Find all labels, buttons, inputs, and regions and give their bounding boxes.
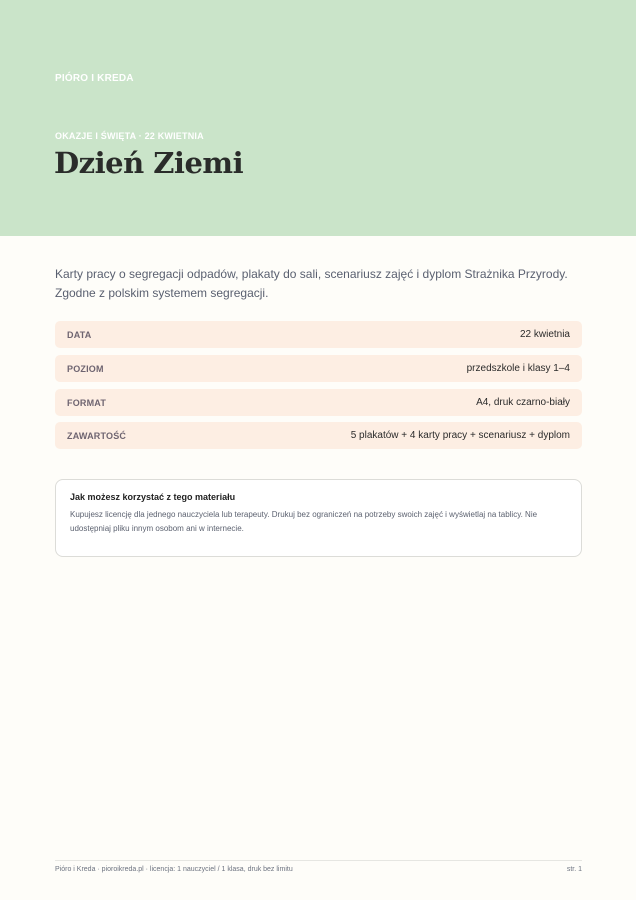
footer-divider [55,860,582,861]
meta-value: 22 kwietnia [519,329,570,340]
meta-label: FORMAT [67,397,107,408]
page-title: Dzień Ziemi [54,146,244,180]
category-kicker: OKAZJE I ŚWIĘTA · 22 KWIETNIA [55,131,204,141]
meta-row-contents [55,422,582,449]
license-box [55,479,582,557]
meta-value: A4, druk czarno-biały [476,397,570,408]
header-banner [0,0,636,236]
lead-description: Karty pracy o segregacji odpadów, plakaty do sali, scenariusz zajęć i dyplom Strażnika Przyrody. Zgodne z polskim systemem segregacji. [55,267,568,300]
meta-label: ZAWARTOŚĆ [67,430,127,441]
footer-info: Pióro i Kreda · pioroikreda.pl · licencja: 1 nauczyciel / 1 klasa, druk bez limitu [55,866,293,873]
license-title: Jak możesz korzystać z tego materiału [70,492,236,502]
meta-label: DATA [67,329,92,340]
brand-name: PIÓRO I KREDA [55,73,134,84]
meta-row-format [55,389,582,416]
meta-row-level [55,355,582,382]
page-number: str. 1 [566,866,582,873]
meta-value: przedszkole i klasy 1–4 [466,363,570,374]
meta-value: 5 plakatów + 4 karty pracy + scenariusz + dyplom [350,430,570,441]
license-text: Kupujesz licencję dla jednego nauczyciela lub terapeuty. Drukuj bez ograniczeń na potrzeby swoich zajęć i wyświetlaj na tablicy. Nie udostępniaj pliku innym osobom ani w internecie. [70,510,538,533]
meta-row-date [55,321,582,348]
meta-label: POZIOM [67,363,104,374]
